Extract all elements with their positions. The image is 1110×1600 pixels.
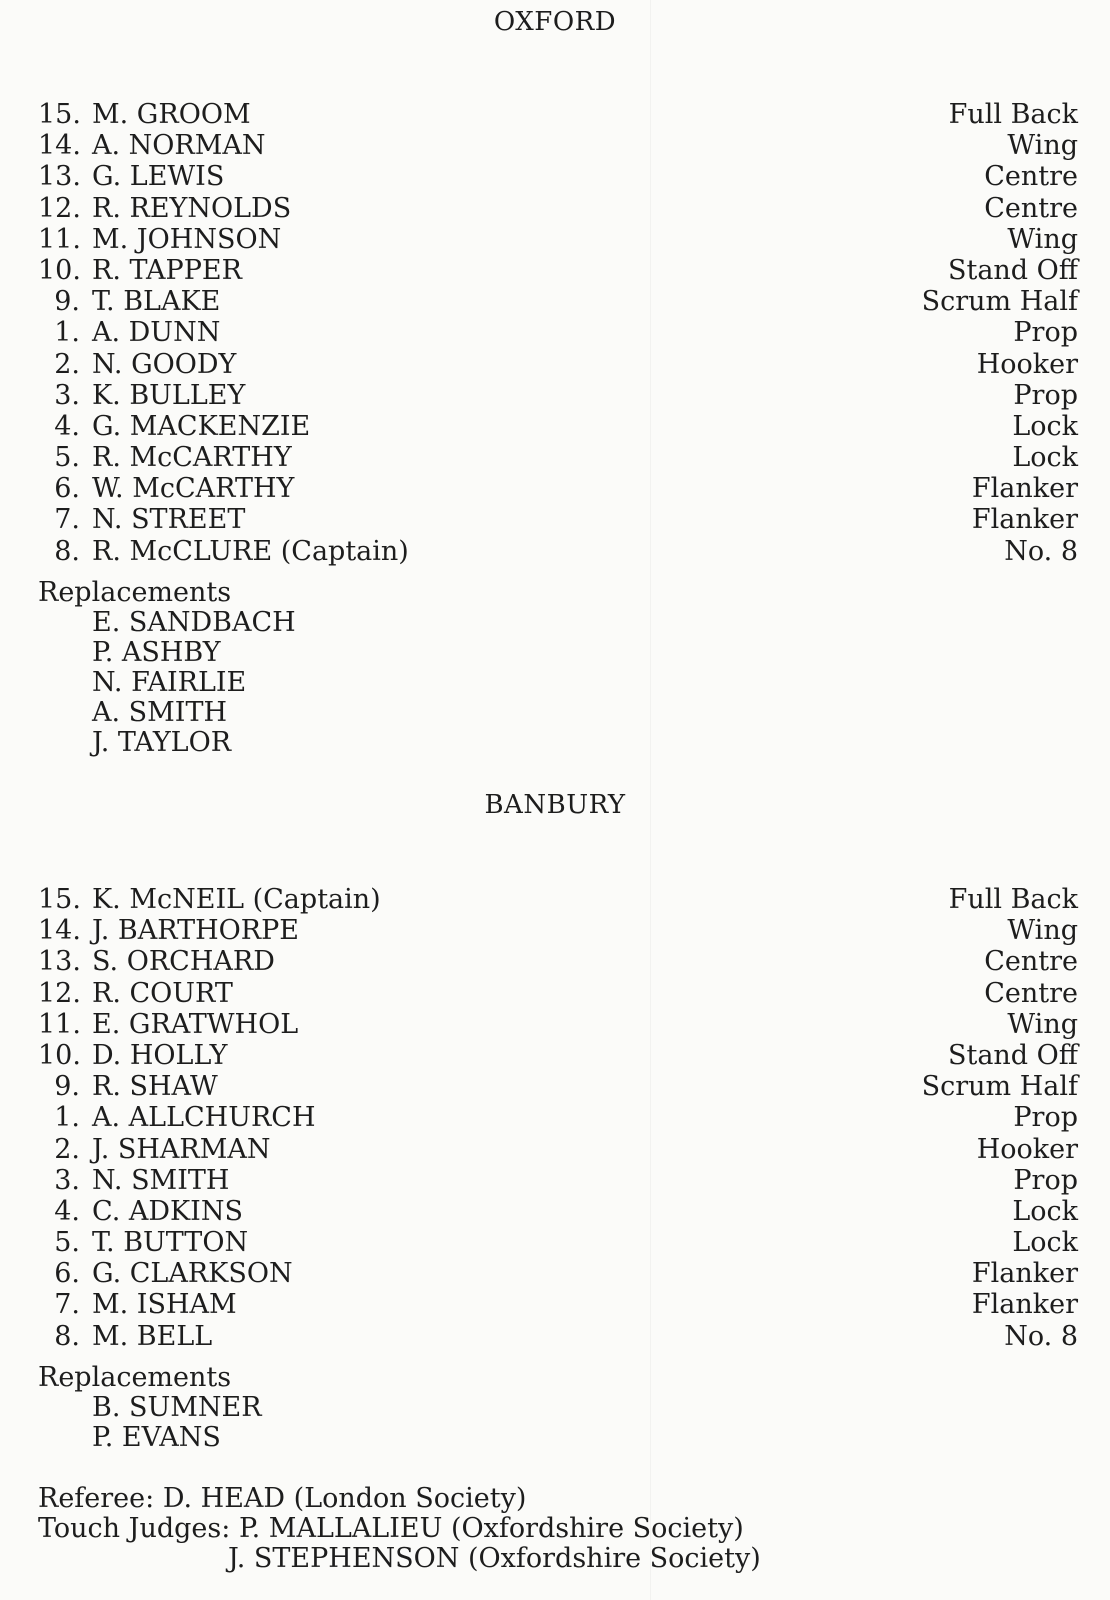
player-position: Wing	[1007, 130, 1078, 162]
player-number: 12.	[38, 977, 81, 1009]
roster-banbury	[38, 884, 1078, 1352]
team-heading-banbury: BANBURY	[484, 790, 626, 820]
player-row	[38, 1009, 1078, 1040]
player-row	[38, 1102, 1078, 1133]
player-position: Lock	[1012, 442, 1078, 474]
player-position: Centre	[984, 161, 1078, 193]
player-row	[38, 1196, 1078, 1227]
player-name: M. ISHAM	[92, 1289, 237, 1321]
player-name: M. GROOM	[92, 99, 251, 130]
player-position: Flanker	[971, 1258, 1078, 1290]
player-name: R. REYNOLDS	[92, 192, 292, 224]
player-position: Full Back	[948, 884, 1078, 915]
player-name: N. SMITH	[92, 1164, 230, 1196]
player-row	[38, 1258, 1078, 1289]
player-position: Lock	[1012, 1227, 1078, 1259]
player-row	[38, 1040, 1078, 1071]
player-position: Prop	[1013, 317, 1078, 349]
player-number: 10.	[38, 1039, 81, 1071]
player-name: G. MACKENZIE	[92, 410, 311, 442]
player-position: Centre	[984, 192, 1078, 224]
player-name: E. GRATWHOL	[92, 1008, 299, 1040]
player-row	[38, 99, 1078, 130]
player-row	[38, 317, 1078, 348]
player-number: 10.	[38, 254, 81, 286]
replacements-label: Replacements	[38, 577, 232, 608]
player-position: Stand Off	[947, 254, 1078, 286]
player-position: Hooker	[976, 1133, 1078, 1165]
player-row	[38, 130, 1078, 161]
player-position: No. 8	[1004, 535, 1078, 567]
player-position: Wing	[1007, 915, 1078, 947]
replacement-name: E. SANDBACH	[92, 607, 296, 638]
player-row	[38, 224, 1078, 255]
player-row	[38, 536, 1078, 567]
player-position: Wing	[1007, 223, 1078, 255]
player-row	[38, 1165, 1078, 1196]
player-name: A. ALLCHURCH	[92, 1102, 316, 1134]
player-number: 8.	[54, 1320, 80, 1352]
player-row	[38, 884, 1078, 915]
replacement-name: A. SMITH	[92, 697, 228, 728]
player-position: Lock	[1012, 1195, 1078, 1227]
player-number: 6.	[54, 1258, 80, 1290]
player-number: 1.	[54, 317, 80, 349]
player-number: 12.	[38, 192, 81, 224]
player-row	[38, 380, 1078, 411]
player-number: 14.	[38, 915, 81, 947]
player-number: 7.	[54, 504, 80, 536]
touch-judge-line-1: Touch Judges: P. MALLALIEU (Oxfordshire Society)	[38, 1513, 744, 1544]
player-row	[38, 504, 1078, 535]
player-number: 2.	[54, 1133, 80, 1165]
player-name: N. GOODY	[92, 348, 237, 380]
player-name: G. LEWIS	[92, 161, 225, 193]
player-number: 11.	[38, 1008, 81, 1040]
player-name: J. SHARMAN	[92, 1133, 271, 1165]
touch-judge-line-2: J. STEPHENSON (Oxfordshire Society)	[228, 1543, 761, 1574]
player-name: A. DUNN	[92, 317, 221, 349]
player-name: C. ADKINS	[92, 1195, 243, 1227]
player-name: R. TAPPER	[92, 254, 242, 286]
player-name: G. CLARKSON	[92, 1258, 293, 1290]
player-position: Flanker	[971, 1289, 1078, 1321]
match-officials	[38, 1484, 761, 1574]
player-number: 9.	[54, 286, 80, 318]
player-number: 3.	[54, 379, 80, 411]
player-position: Centre	[984, 977, 1078, 1009]
player-name: S. ORCHARD	[92, 946, 275, 978]
player-row	[38, 349, 1078, 380]
player-row	[38, 1134, 1078, 1165]
player-name: J. BARTHORPE	[92, 915, 299, 947]
player-row	[38, 193, 1078, 224]
player-row	[38, 161, 1078, 192]
player-row	[38, 473, 1078, 504]
player-number: 4.	[54, 1195, 80, 1227]
player-position: Stand Off	[947, 1039, 1078, 1071]
replacements-banbury	[38, 1363, 262, 1453]
replacement-name: B. SUMNER	[92, 1392, 262, 1423]
player-position: Full Back	[948, 99, 1078, 130]
player-name: R. McCARTHY	[92, 442, 292, 474]
replacement-name: P. ASHBY	[92, 637, 221, 668]
team-heading-oxford: OXFORD	[493, 7, 617, 37]
player-row	[38, 915, 1078, 946]
player-row	[38, 1289, 1078, 1320]
player-position: Prop	[1013, 379, 1078, 411]
player-number: 11.	[38, 223, 81, 255]
player-name: K. McNEIL (Captain)	[92, 884, 381, 915]
player-number: 9.	[54, 1071, 80, 1103]
player-row	[38, 1321, 1078, 1352]
player-row	[38, 1071, 1078, 1102]
player-row	[38, 442, 1078, 473]
player-number: 5.	[54, 1227, 80, 1259]
player-name: N. STREET	[92, 504, 246, 536]
player-number: 14.	[38, 130, 81, 162]
player-number: 4.	[54, 410, 80, 442]
player-number: 5.	[54, 442, 80, 474]
player-name: T. BUTTON	[92, 1227, 249, 1259]
player-number: 7.	[54, 1289, 80, 1321]
player-position: Lock	[1012, 410, 1078, 442]
player-number: 13.	[38, 946, 81, 978]
player-name: W. McCARTHY	[92, 473, 295, 505]
replacements-label: Replacements	[38, 1362, 232, 1393]
player-position: Scrum Half	[921, 286, 1078, 318]
player-name: T. BLAKE	[92, 286, 221, 318]
referee-line: Referee: D. HEAD (London Society)	[38, 1483, 527, 1514]
player-position: Prop	[1013, 1102, 1078, 1134]
player-number: 15.	[38, 99, 81, 130]
player-row	[38, 411, 1078, 442]
player-name: A. NORMAN	[92, 130, 266, 162]
player-number: 1.	[54, 1102, 80, 1134]
player-position: Flanker	[971, 473, 1078, 505]
player-name: K. BULLEY	[92, 379, 246, 411]
player-name: R. SHAW	[92, 1071, 218, 1103]
player-row	[38, 255, 1078, 286]
player-number: 3.	[54, 1164, 80, 1196]
player-position: Scrum Half	[921, 1071, 1078, 1103]
roster-oxford	[38, 99, 1078, 567]
replacements-oxford	[38, 578, 296, 758]
player-position: Prop	[1013, 1164, 1078, 1196]
player-number: 8.	[54, 535, 80, 567]
player-number: 15.	[38, 884, 81, 915]
player-number: 6.	[54, 473, 80, 505]
player-name: R. McCLURE (Captain)	[92, 535, 409, 567]
player-row	[38, 1227, 1078, 1258]
player-position: Wing	[1007, 1008, 1078, 1040]
replacement-name: P. EVANS	[92, 1422, 221, 1453]
replacement-name: N. FAIRLIE	[92, 667, 247, 698]
player-row	[38, 286, 1078, 317]
player-position: No. 8	[1004, 1320, 1078, 1352]
player-number: 13.	[38, 161, 81, 193]
player-name: M. JOHNSON	[92, 223, 282, 255]
replacement-name: J. TAYLOR	[92, 727, 232, 758]
player-name: R. COURT	[92, 977, 233, 1009]
player-position: Centre	[984, 946, 1078, 978]
player-position: Hooker	[976, 348, 1078, 380]
player-row	[38, 978, 1078, 1009]
player-position: Flanker	[971, 504, 1078, 536]
player-name: M. BELL	[92, 1320, 213, 1352]
player-number: 2.	[54, 348, 80, 380]
player-row	[38, 946, 1078, 977]
player-name: D. HOLLY	[92, 1039, 228, 1071]
